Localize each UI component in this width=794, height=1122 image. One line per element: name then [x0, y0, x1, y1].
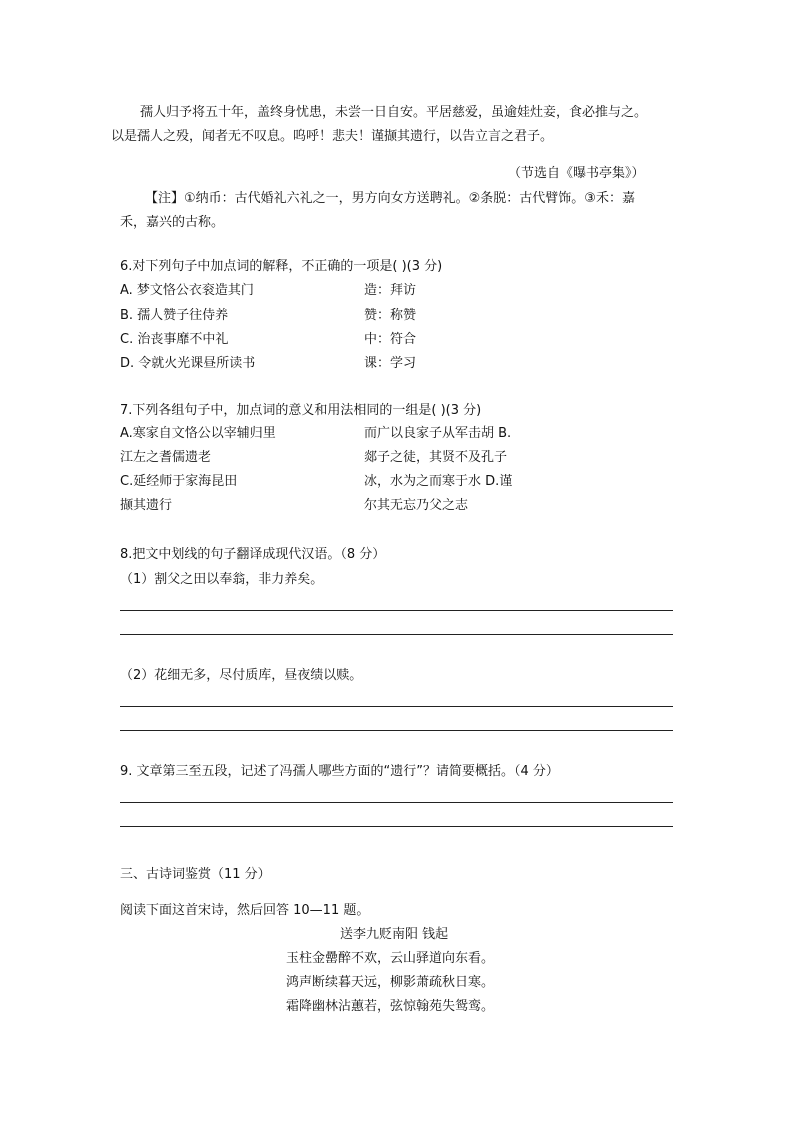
- answer-line[interactable]: [120, 706, 673, 707]
- answer-line[interactable]: [120, 802, 673, 803]
- q8-subquestion-2: （2）花细无多，尽付质库，昼夜绩以赎。: [120, 668, 363, 683]
- section-3-intro: 阅读下面这首宋诗，然后回答 10—11 题。: [120, 903, 370, 918]
- q7-row-3-left: C.延经师于家海昆田: [120, 474, 238, 489]
- q6-option-d-gloss: 课：学习: [364, 356, 417, 371]
- q6-option-c: C. 治丧事靡不中礼: [120, 332, 229, 347]
- q6-option-a: A. 梦文恪公衣衮造其门: [120, 283, 254, 298]
- q7-row-4-right: 尔其无忘乃父之志: [364, 498, 469, 513]
- q7-row-2-left: 江左之耆儒遗老: [120, 450, 212, 465]
- question-6-stem: 6.对下列句子中加点词的解释，不正确的一项是( )(3 分): [120, 259, 443, 274]
- annotation-line-1: 【注】①纳币：古代婚礼六礼之一，男方向女方送聘礼。②条脱：古代臂饰。③禾：嘉: [145, 191, 635, 206]
- source-citation: （节选自《曝书亭集》）: [508, 166, 645, 181]
- question-7-stem: 7.下列各组句子中，加点词的意义和用法相同的一组是( )(3 分): [120, 403, 482, 418]
- q6-option-c-gloss: 中：符合: [364, 332, 417, 347]
- q7-row-3-right: 冰，水为之而寒于水 D.谨: [364, 474, 513, 489]
- q8-subquestion-1: （1）割父之田以奉翁，非力养矣。: [120, 572, 324, 587]
- q7-row-4-left: 撷其遗行: [120, 498, 173, 513]
- q6-option-b: B. 孺人赞子往侍养: [120, 308, 229, 323]
- q7-row-2-right: 郯子之徒，其贤不及孔子: [364, 450, 508, 465]
- answer-line[interactable]: [120, 610, 673, 611]
- poem-title: 送李九贬南阳 钱起: [340, 927, 449, 942]
- q7-row-1-right: 而广以良家子从军击胡 B.: [364, 426, 512, 441]
- answer-line[interactable]: [120, 730, 673, 731]
- q6-option-d: D. 令就火光课昼所读书: [120, 356, 256, 371]
- poem-line-3: 霜降幽林沾蕙若，弦惊翰苑失鸳鸾。: [286, 999, 495, 1014]
- poem-line-2: 鸿声断续暮天远，柳影萧疏秋日寒。: [286, 975, 495, 990]
- annotation-line-2: 禾，嘉兴的古称。: [120, 215, 225, 230]
- passage-line-1: 孺人归予将五十年，盖终身忧患，未尝一日自安。平居慈爱，虽逾娃灶妾，食必推与之。: [140, 105, 648, 120]
- answer-line[interactable]: [120, 634, 673, 635]
- passage-line-2: 以是孺人之殁，闻者无不叹息。呜呼！悲夫！谨撷其遗行，以告立言之君子。: [111, 129, 554, 144]
- poem-line-1: 玉柱金罍醉不欢，云山驿道向东看。: [286, 951, 495, 966]
- answer-line[interactable]: [120, 826, 673, 827]
- section-3-heading: 三、古诗词鉴赏（11 分）: [120, 867, 271, 882]
- question-9-stem: 9. 文章第三至五段，记述了冯孺人哪些方面的“遗行”？请简要概括。（4 分）: [120, 764, 559, 779]
- q7-row-1-left: A.寒家自文恪公以宰辅归里: [120, 426, 276, 441]
- q6-option-b-gloss: 赞：称赞: [364, 308, 417, 323]
- q6-option-a-gloss: 造：拜访: [364, 283, 417, 298]
- question-8-stem: 8.把文中划线的句子翻译成现代汉语。（8 分）: [120, 547, 386, 562]
